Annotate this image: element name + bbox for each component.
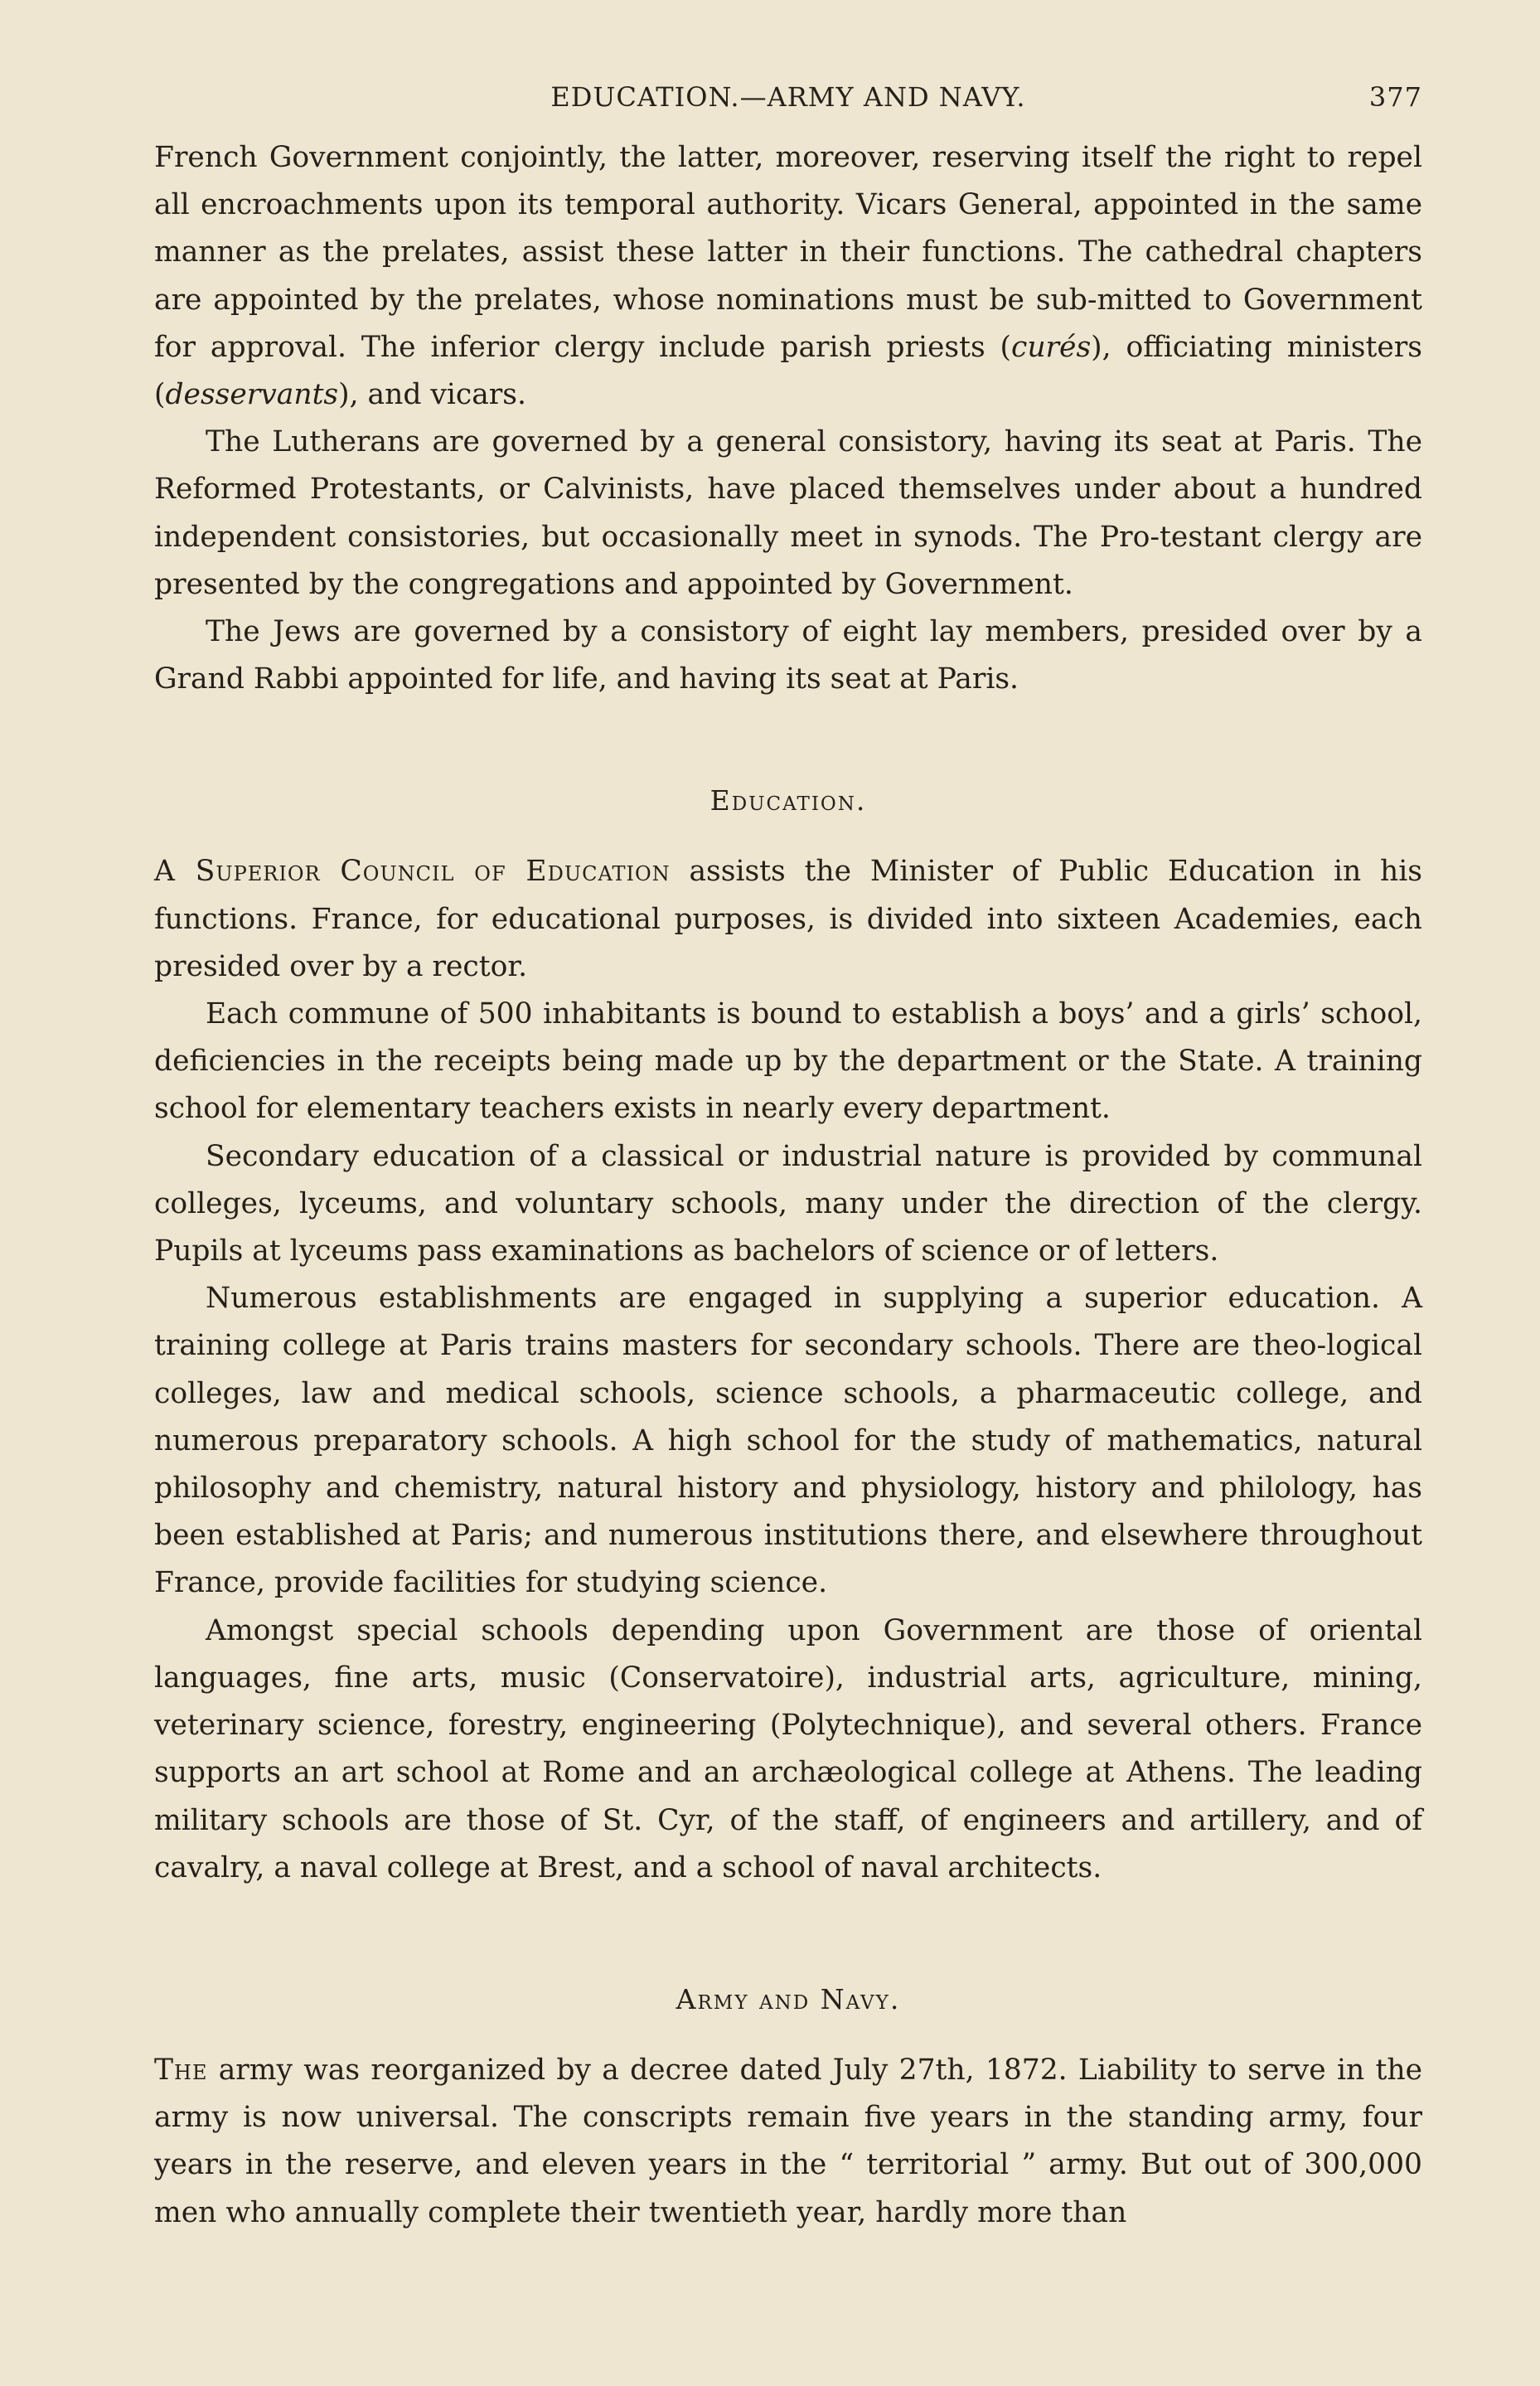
army-navy-heading: Army and Navy.	[676, 1982, 901, 2015]
book-page	[154, 81, 1422, 2237]
education-paragraph-2: Each commune of 500 inhabitants is bound to establish a boys’ and a girls’ school, deficiencies in the receipts being made up by the department or the State. A training school for elementary teachers exists in nearly every department.	[154, 997, 1422, 1126]
running-head-title: EDUCATION.—ARMY AND NAVY.	[550, 81, 1026, 113]
running-head	[154, 81, 1422, 134]
army-paragraph-1: The army was reorganized by a decree dated July 27th, 1872. Liability to serve in the army is now universal. The conscripts remain five years in the standing army, four years in the reserve, and eleven years in the “ territorial ” army. But out of 300,000 men who annually complete their twentieth year, hardly more than	[154, 2053, 1422, 2229]
clergy-paragraph-1: French Government conjointly, the latter, moreover, reserving itself the right to repel all encroachments upon its temporal authority. Vicars General, appointed in the same manner as the prelates, assist these latter in their functions. The cathedral chapters are appointed by the prelates, whose nominations must be sub-mitted to Government for approval. The inferior clergy include parish priests (curés), officiating ministers (desservants), and vicars.	[154, 141, 1422, 412]
jews-paragraph: The Jews are governed by a consistory of eight lay members, presided over by a Grand Rabbi appointed for life, and having its seat at Paris.	[154, 615, 1422, 696]
education-paragraph-3: Secondary education of a classical or industrial nature is provided by communal colleges, lyceums, and voluntary schools, many under the direction of the clergy. Pupils at lyceums pass examinations as bachelors of science or of letters.	[154, 1139, 1422, 1268]
education-paragraph-4: Numerous establishments are engaged in supplying a superior education. A training college at Paris trains masters for secondary schools. There are theo-logical colleges, law and medical schools, science schools, a pharmaceutic college, and numerous preparatory schools. A high school for the study of mathematics, natural philosophy and chemistry, natural history and physiology, history and philology, has been established at Paris; and numerous institutions there, and elsewhere throughout France, provide facilities for studying science.	[154, 1282, 1422, 1600]
lutherans-paragraph: The Lutherans are governed by a general consistory, having its seat at Paris. The Reformed Protestants, or Calvinists, have placed themselves under about a hundred independent consistories, but occasionally meet in synods. The Pro-testant clergy are presented by the congregations and appointed by Government.	[154, 425, 1422, 601]
education-paragraph-5: Amongst special schools depending upon Government are those of oriental languages, fine arts, music (Conservatoire), industrial arts, agriculture, mining, veterinary science, forestry, engineering (Polytechnique), and several others. France supports an art school at Rome and an archæological college at Athens. The leading military schools are those of St. Cyr, of the staff, of engineers and artillery, and of cavalry, a naval college at Brest, and a school of naval architects.	[154, 1613, 1422, 1884]
italic-term-desservants: desservants	[165, 378, 339, 412]
education-heading: Education.	[709, 784, 867, 817]
italic-term-cures: curés	[1011, 330, 1092, 364]
education-paragraph-1: A Superior Council of Education assists the Minister of Public Education in his functions. France, for educational purposes, is divided into sixteen Academies, each presided over by a rector.	[154, 855, 1422, 983]
lead-small-caps: The	[154, 2053, 208, 2087]
lead-small-caps: A Superior Council of Education	[154, 855, 671, 889]
page-number: 377	[1368, 81, 1422, 113]
